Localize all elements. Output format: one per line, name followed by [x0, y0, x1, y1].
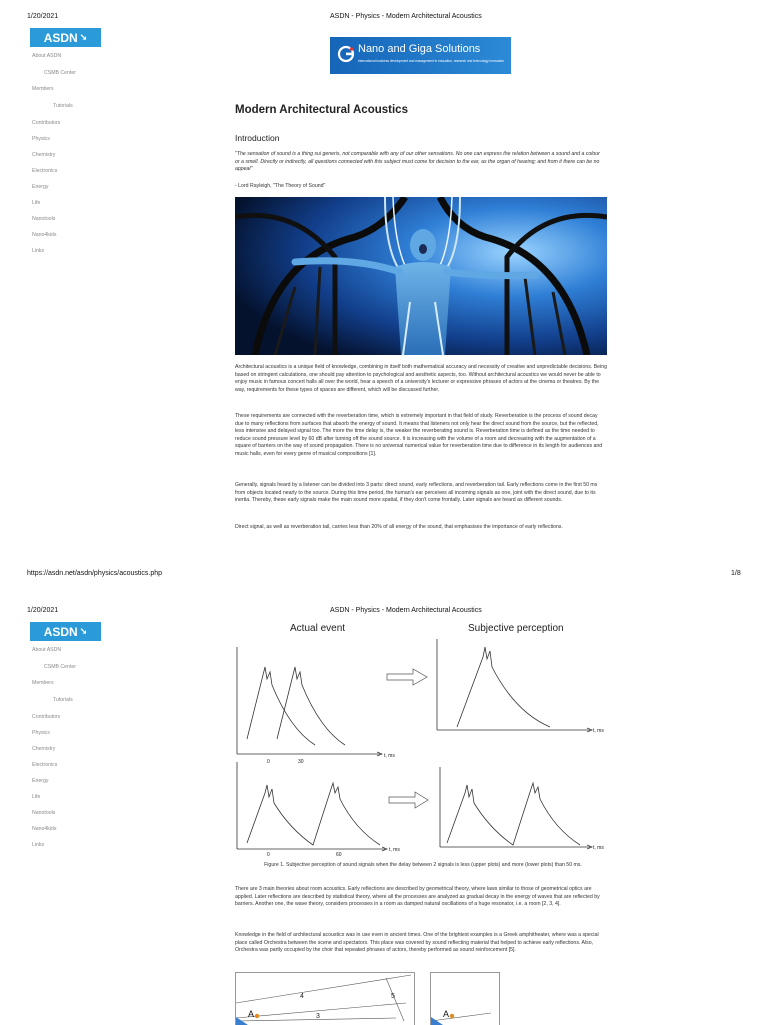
header-date: 1/20/2021: [27, 13, 59, 20]
logo-text-page2: ASDN: [43, 624, 78, 639]
sidebar-item-contributors[interactable]: Contributors: [32, 714, 61, 720]
reflection-diagram-right: [430, 972, 500, 1025]
source-label: A: [248, 1009, 255, 1019]
sidebar-item-nanotools[interactable]: Nanotools: [32, 810, 56, 816]
figure-left-title: Actual event: [290, 623, 346, 634]
quote-attribution: - Lord Rayleigh, "The Theory of Sound": [235, 183, 326, 189]
ray-label-5: 5: [391, 993, 395, 1000]
axis-label: t, ms: [593, 845, 604, 851]
sidebar-item-csmb[interactable]: CSMB Center: [44, 70, 76, 76]
sidebar-item-electronics[interactable]: Electronics: [32, 168, 58, 174]
asdn-logo-page2[interactable]: [30, 622, 101, 641]
figure-right-title: Subjective perception: [468, 623, 564, 634]
logo-arrow-icon: ➘: [79, 32, 88, 42]
sidebar-item-energy[interactable]: Energy: [32, 184, 49, 190]
figure-1: [235, 617, 607, 857]
sidebar-item-nanotools[interactable]: Nanotools: [32, 216, 56, 222]
paragraph-6: Knowledge in the field of architectural acoustics was in use even in ancient times. One of the brightest examples is a Greek amphitheater, where was a special place called Orchestra between the scene and spectators. This place was covered by sound reflecting material that helped to achieve early reflections. Also, Orchestra was partly occupied by the choir that repeated phrases of actors, thereby performed as sound reinforcement [5].: [235, 932, 599, 954]
sidebar-item-tutorials[interactable]: Tutorials: [53, 697, 73, 703]
header-date-page2: 1/20/2021: [27, 607, 59, 614]
article-title: Modern Architectural Acoustics: [235, 104, 408, 116]
axis-label: t, ms: [384, 753, 395, 759]
tick-label-0: 0: [267, 852, 270, 857]
banner-logo-icon: [337, 45, 355, 63]
sidebar-item-energy[interactable]: Energy: [32, 778, 49, 784]
sound-source-dot: [255, 1014, 259, 1018]
sidebar-item-links[interactable]: Links: [32, 842, 45, 848]
reflection-diagram-left: [235, 972, 415, 1025]
reflection-diagram-graphic: [431, 973, 499, 1025]
paragraph-3: Generally, signals heard by a listener can be divided into 3 parts: direct sound, early reflections, and reverberation tail. Early reflections come in the first 50 ms from objects located nearly to the source. During this time period, the human's ear perceives all incoming signals as one, joint with the direct sound, due to its inertia. Thereby, these early signals make the main sound more spatial, if they don't come frontally. Later signals are heard as different sounds.: [235, 482, 598, 504]
axis-label: t, ms: [593, 728, 604, 734]
source-label: A: [443, 1009, 450, 1019]
footer-page-number: 1/8: [731, 570, 741, 577]
ray-label-3: 3: [316, 1013, 320, 1020]
asdn-logo[interactable]: [30, 28, 101, 47]
article-illustration: [235, 197, 607, 355]
banner-ad[interactable]: [330, 37, 511, 74]
reflection-diagram-graphic: [236, 973, 414, 1025]
banner-title: Nano and Giga Solutions: [358, 43, 481, 55]
footer-url[interactable]: https://asdn.net/asdn/physics/acoustics.php: [27, 570, 163, 577]
sidebar-item-tutorials[interactable]: Tutorials: [53, 103, 73, 109]
signal-curve: [277, 667, 345, 745]
header-title: ASDN - Physics - Modern Architectural Acoustics: [330, 13, 482, 20]
sidebar-item-chemistry[interactable]: Chemistry: [32, 152, 56, 158]
figure-caption: Figure 1. Subjective perception of sound signals when the delay between 2 signals is less (upper plots) and more (lower plots) than 50 ms.: [264, 862, 582, 868]
sidebar-item-about[interactable]: About ASDN: [32, 647, 62, 653]
sidebar-item-members[interactable]: Members: [32, 680, 54, 686]
signal-curve: [247, 667, 315, 745]
sidebar-item-members[interactable]: Members: [32, 86, 54, 92]
signal-curve: [247, 783, 380, 845]
sidebar-item-nano4kids[interactable]: Nano4kids: [32, 826, 57, 832]
paragraph-5: There are 3 main theories about room acoustics. Early reflections are described by geometrical theory, where laws similar to those of geometrical optics are applied. Later reflections are described by statistical theory, where all the processes are analyzed as gradual decay in the energy of waves that are reflected by barriers. Another one, the wave theory, considers processes in a room as damped natural oscillations of a huge resonator, i.e. a room [2, 3, 4].: [235, 886, 600, 908]
ray-label-4: 4: [300, 993, 304, 1000]
paragraph-1: Architectural acoustics is a unique field of knowledge, combining in itself both mathematical accuracy and necessity of creative and unpredictable decisions. Being based on stringent calculations, one should pay attention to psychological and aesthetic aspects, too. Without architectural acoustics we would never be able to enjoy music in famous concert halls all over the world, hear a speech of a university's lecturer or expressive phrases of actors at the cinema or theatres. By the way, requirements for these types of spaces are different, which will be discussed further.: [235, 364, 607, 393]
rayleigh-quote: "The sensation of sound is a thing sui generis, not comparable with any of our other sensations. No one can express the relation between a sound and a colour or a smell. Directly or indirectly, all questions connected with this subject must come for decision to the ear, as the organ of hearing; and from it there can be no appeal": [235, 151, 600, 173]
transform-arrow-icon: [387, 669, 427, 685]
sidebar-item-chemistry[interactable]: Chemistry: [32, 746, 56, 752]
sidebar-item-nano4kids[interactable]: Nano4kids: [32, 232, 57, 238]
figure-1-graphic: [235, 617, 607, 857]
tick-label-0: 0: [267, 759, 270, 765]
tick-label-60: 60: [336, 852, 342, 857]
perceived-curve: [457, 647, 550, 727]
sidebar-item-contributors[interactable]: Contributors: [32, 120, 61, 126]
paragraph-4: Direct signal, as well as reverberation tail, carries less than 20% of all energy of the sound, that emphasises the importance of early reflections.: [235, 524, 563, 530]
sidebar-item-physics[interactable]: Physics: [32, 136, 50, 142]
sidebar-item-links[interactable]: Links: [32, 248, 45, 254]
tick-label-30: 30: [298, 759, 304, 765]
sidebar-item-csmb[interactable]: CSMB Center: [44, 664, 76, 670]
transform-arrow-icon: [389, 792, 428, 808]
header-title-page2: ASDN - Physics - Modern Architectural Acoustics: [330, 607, 482, 614]
banner-subtitle: International business development and management in education, research and technology innovation: [358, 59, 505, 63]
sidebar-item-about[interactable]: About ASDN: [32, 53, 62, 59]
sidebar-item-electronics[interactable]: Electronics: [32, 762, 58, 768]
axis-label: t, ms: [389, 847, 400, 853]
section-heading: Introduction: [235, 133, 280, 143]
logo-arrow-icon: ➘: [79, 626, 88, 636]
sidebar-item-life[interactable]: Life: [32, 794, 41, 800]
sidebar-item-life[interactable]: Life: [32, 200, 41, 206]
sound-source-dot: [450, 1014, 454, 1018]
sidebar-item-physics[interactable]: Physics: [32, 730, 50, 736]
illustration-graphic: [235, 197, 607, 355]
perceived-curve: [447, 783, 580, 845]
logo-text: ASDN: [43, 30, 78, 45]
paragraph-2: These requirements are connected with the reverberation time, which is extremely important in that field of study. Reverberation is the process of sound decay due to many reflections from surfaces that absorb the energy of sound. It means that listeners not only hear the direct sound from the source, but the reflected, less intensive and delayed signal too. The more the time delay is, the weaker the reverberating sound is. Reverberation time is defined as the time needed to reduce sound pressure level by 60 dB after turning off the sound source. It is increasing with the volume of a room and decreasing with the augmentation of a square of barriers on the way of sound propagation. There is no universal numerical value for reverberation time due to difference in its length for audiences and music halls, even for every genre of musical compositions [1].: [235, 413, 603, 457]
